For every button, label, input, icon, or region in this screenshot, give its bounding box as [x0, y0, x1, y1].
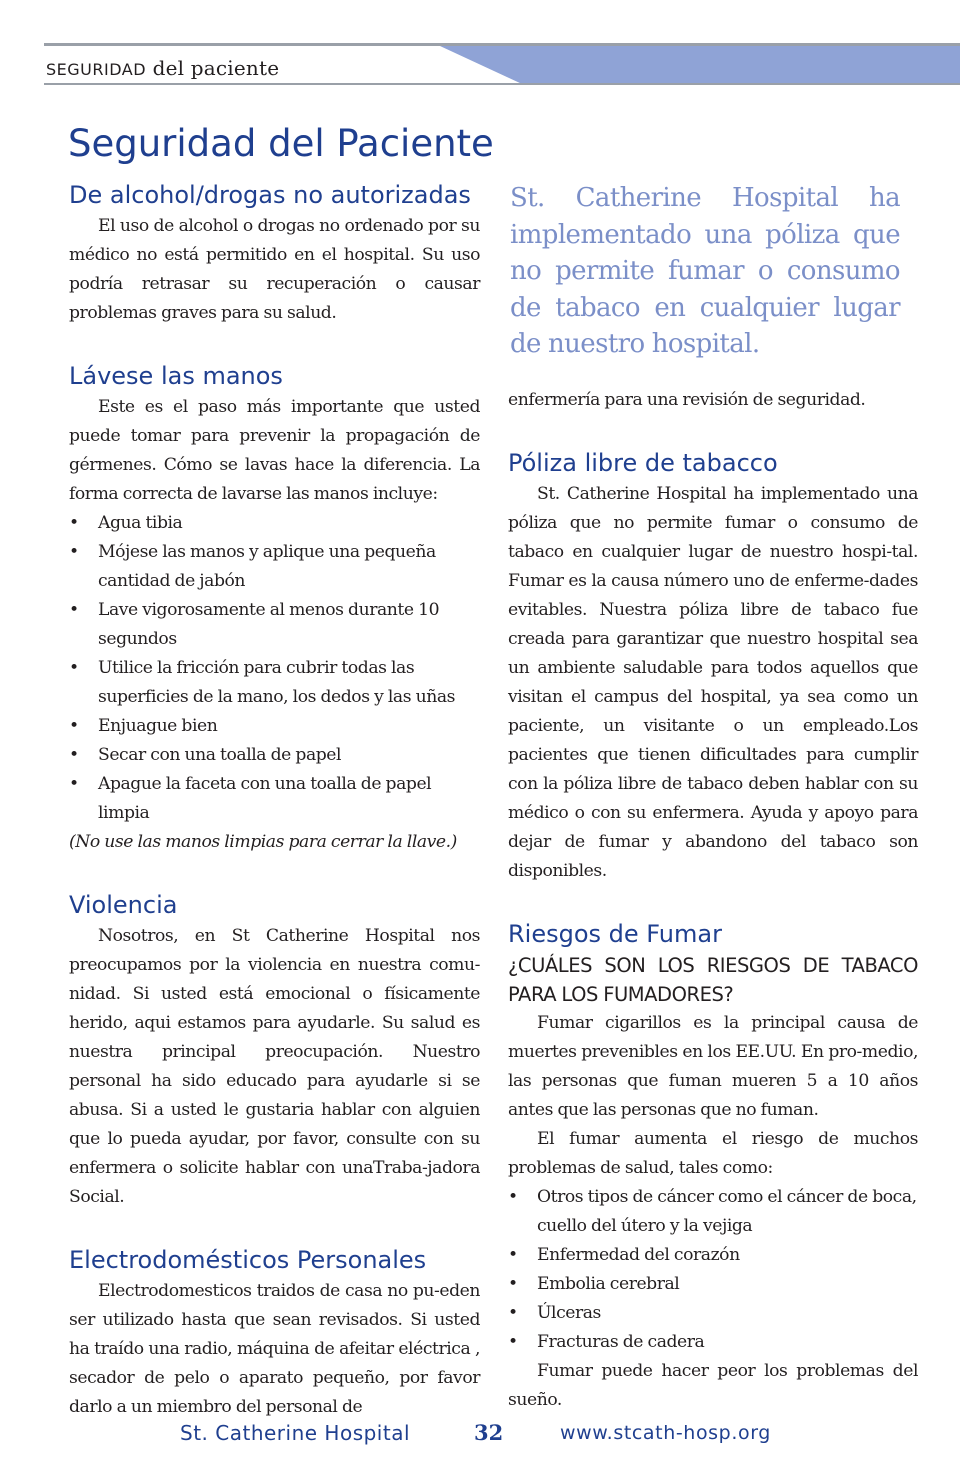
bullet-icon: • [69, 658, 79, 678]
running-header-rest: del paciente [146, 56, 280, 80]
section-body-violence: Nosotros, en St Catherine Hospital nos preocupamos por la violencia en nuestra comu-nidad. Si usted está emocional o físicamente herido, aqui estamos para ayudarle. Su salud es nuestra principal preocupación. Nuestro personal ha sido educado para ayudarle si se abusa. Si a usted le gustaria hablar con alguien que lo pueda ayudar, por favor, consulte con su enfermera o solicite hablar con unaTraba-jadora Social. [69, 926, 480, 1207]
bullet-icon: • [508, 1274, 518, 1294]
bullet-icon: • [69, 542, 79, 562]
bullet-icon: • [508, 1332, 518, 1352]
list-item: • Enfermedad del corazón [508, 1241, 918, 1270]
page-title: Seguridad del Paciente [68, 122, 494, 165]
bullet-icon: • [69, 774, 79, 794]
bullet-icon: • [69, 745, 79, 765]
section-risks [508, 917, 918, 1415]
section-alcohol [69, 178, 480, 328]
list-item: • Apague la faceta con una toalla de papel limpia [69, 770, 480, 828]
list-item: • Úlceras [508, 1299, 918, 1328]
right-column [508, 386, 918, 1415]
appliances-continued: enfermería para una revisión de seguridad. [508, 390, 866, 410]
footer-org-name: St. Catherine Hospital [180, 1421, 411, 1445]
section-heading-hands: Lávese las manos [69, 362, 283, 390]
section-hands [69, 359, 480, 857]
footer-website-link[interactable]: www.stcath-hosp.org [560, 1422, 771, 1444]
running-header-caps: SEGURIDAD [46, 60, 147, 79]
section-subheading-risks: ¿CUÁLES SON LOS RIESGOS DE TABACO PARA LOS FUMADORES? [508, 954, 918, 1006]
bullet-icon: • [508, 1245, 518, 1265]
bullet-icon: • [508, 1187, 518, 1207]
bullet-icon: • [508, 1303, 518, 1323]
section-heading-alcohol: De alcohol/drogas no autorizadas [69, 181, 471, 209]
list-item: • Mójese las manos y aplique una pequeña cantidad de jabón [69, 538, 480, 596]
list-item: • Enjuague bien [69, 712, 480, 741]
section-appliances [69, 1243, 480, 1422]
header-top-rule [44, 43, 960, 46]
bullet-icon: • [69, 716, 79, 736]
header-accent-shape [440, 46, 960, 84]
section-heading-tobacco: Póliza libre de tabacco [508, 449, 778, 477]
section-heading-risks: Riesgos de Fumar [508, 920, 722, 948]
section-heading-violence: Violencia [69, 891, 178, 919]
section-body-tobacco: St. Catherine Hospital ha implementado una póliza que no permite fumar o consumo de tabaco en cualquier lugar de nuestro hospi-tal. Fumar es la causa número uno de enferme-dades evitables. Nuestra póliza libre de tabaco fue creada para garantizar que nuestro hospital sea un ambiente saludable para todos aquellos que visitan el campus del hospital, ya sea como un paciente, un visitante o un empleado.Los pacientes que tienen dificultades para cumplir con la póliza libre de tabaco deben hablar con su médico o con su enfermera. Ayuda y apoyo para dejar de fumar y abandono del tabaco son disponibles. [508, 484, 918, 881]
risks-list [508, 1183, 918, 1357]
section-tobacco [508, 446, 918, 886]
handwash-note: (No use las manos limpias para cerrar la llave.) [69, 832, 457, 852]
section-violence [69, 888, 480, 1212]
list-item: • Embolia cerebral [508, 1270, 918, 1299]
list-item: • Lave vigorosamente al menos durante 10 segundos [69, 596, 480, 654]
left-column [69, 178, 480, 1422]
bullet-icon: • [69, 600, 79, 620]
list-item: • Utilice la fricción para cubrir todas las superficies de la mano, los dedos y las uñas [69, 654, 480, 712]
section-body-alcohol: El uso de alcohol o drogas no ordenado por su médico no está permitido en el hospital. Su uso podría retrasar su recuperación o causar problemas graves para su salud. [69, 216, 480, 323]
section-body-risks-1: Fumar cigarillos es la principal causa de muertes prevenibles en los EE.UU. En pro-medio, las personas que fuman mueren 5 a 10 años antes que las personas que no fuman. [508, 1013, 918, 1120]
section-heading-appliances: Electrodomésticos Personales [69, 1246, 427, 1274]
running-header [46, 56, 279, 80]
handwash-list [69, 509, 480, 828]
bullet-icon: • [69, 513, 79, 533]
list-item: • Fracturas de cadera [508, 1328, 918, 1357]
list-item: • Agua tibia [69, 509, 480, 538]
pull-quote: St. Catherine Hospital ha implementado una póliza que no permite fumar o consumo de tabaco en cualquier lugar de nuestro hospital. [510, 183, 900, 359]
section-closing-risks: Fumar puede hacer peor los problemas del sueño. [508, 1361, 918, 1410]
section-body-hands: Este es el paso más importante que usted puede tomar para prevenir la propagación de gérmenes. Cómo se lavas hace la diferencia. La forma correcta de lavarse las manos incluye: [69, 397, 480, 504]
section-body-risks-2: El fumar aumenta el riesgo de muchos problemas de salud, tales como: [508, 1129, 918, 1178]
page-number: 32 [474, 1420, 504, 1445]
list-item: • Otros tipos de cáncer como el cáncer de boca, cuello del útero y la vejiga [508, 1183, 918, 1241]
header-bottom-rule [44, 83, 960, 85]
list-item: • Secar con una toalla de papel [69, 741, 480, 770]
section-body-appliances: Electrodomesticos traidos de casa no pu-eden ser utilizado hasta que sean revisados. Si usted ha traído una radio, máquina de afeitar eléctrica , secador de pelo o aparato pequeño, por favor darlo a un miembro del personal de [69, 1281, 480, 1417]
